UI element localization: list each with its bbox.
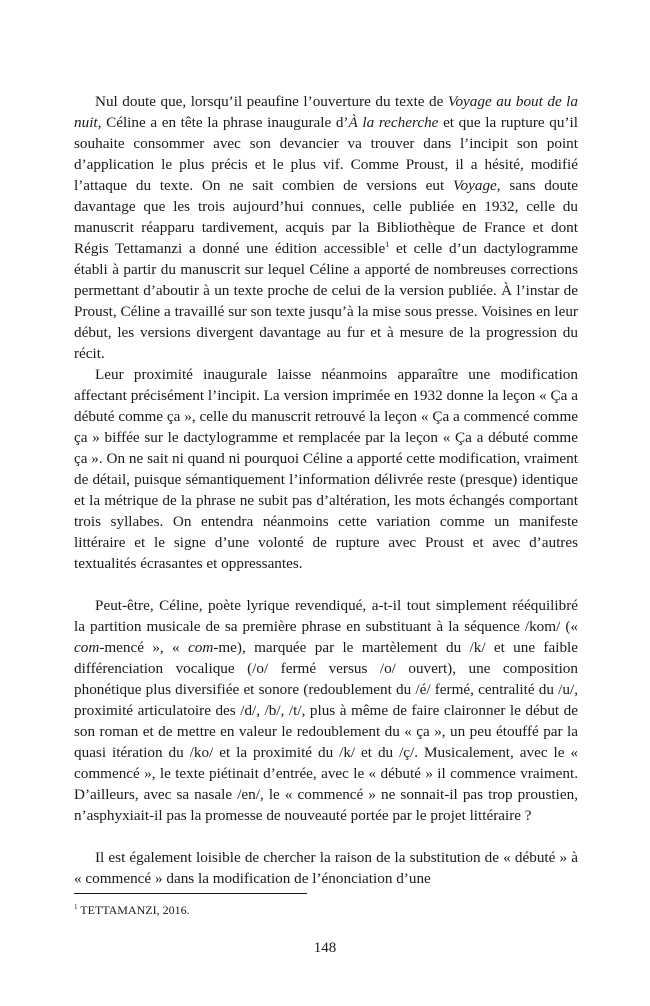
page-number: 148 bbox=[313, 940, 337, 956]
text-run: et celle d’un dactylogramme établi à partir du manuscrit sur lequel Céline a apporté de nombreuses corrections permettant d’aboutir à un texte proche de celui de la version publiée. À l’instar de Proust, Céline a travaillé sur son texte jusqu’à la mise sous presse. Voisines en leur début, les versions divergent davantage au fur et à mesure de la progression du récit. bbox=[74, 240, 578, 362]
italic-run: Voyage au bout de la nuit bbox=[74, 93, 578, 131]
footnote bbox=[74, 902, 190, 918]
paragraph-1 bbox=[74, 91, 578, 364]
italic-run: com bbox=[188, 639, 214, 656]
italic-run: Voyage bbox=[452, 177, 497, 194]
italic-run: À la recherche bbox=[348, 114, 439, 131]
text-run: Il est également loisible de chercher la raison de la substitution de « débuté » à « commencé » dans la modification de l’énonciation d’une bbox=[74, 849, 578, 887]
paragraph-2 bbox=[74, 364, 578, 574]
text-run: Leur proximité inaugurale laisse néanmoins apparaître une modification affectant précisément l’incipit. La version imprimée en 1932 donne la leçon « Ça a débuté comme ça », celle du manuscrit retrouvé la leçon « Ça a commencé comme ça » biffée sur le dactylogramme et remplacée par la leçon « Ça a débuté comme ça ». On ne sait ni quand ni pourquoi Céline a apporté cette modification, vraiment de détail, puisque sémantiquement l’information délivrée reste (presque) identique et la métrique de la phrase ne subit pas d’altération, les mots échangés comportant trois syllabes. On entendra néanmoins cette variation comme un manifeste littéraire et le signe d’une volonté de rupture avec Proust et avec d’autres textualités écrasantes et oppressantes. bbox=[74, 366, 578, 572]
italic-run: com bbox=[74, 639, 100, 656]
paragraph-3 bbox=[74, 595, 578, 826]
page-body bbox=[74, 91, 578, 889]
footnote-text: TETTAMANZI, 2016. bbox=[77, 903, 190, 917]
paragraph-4 bbox=[74, 847, 578, 889]
text-run: -me), marquée par le martèlement du /k/ et une faible différenciation vocalique (/o/ fermé versus /o/ ouvert), une composition phonétique plus diversifiée et sonore (redoublement du /é/ fermé, centralité du /u/, proximité articulatoire des /d/, /b/, /t/, plus à même de faire claironner le début de son roman et de mettre en valeur le redoublement du « ça », un peu étouffé par la quasi itération du /ko/ et la proximité du /k/ et du /ç/. Musicalement, avec le « commencé », le texte piétinait d’entrée, avec le « débuté » il commence vraiment. D’ailleurs, avec sa nasale /en/, le « commencé » ne sonnait-il pas trop proustien, n’asphyxiait-il pas la promesse de nouveauté portée par le projet littéraire ? bbox=[74, 639, 579, 824]
text-run: -mencé », « bbox=[99, 639, 188, 656]
text-run: , Céline a en tête la phrase inaugurale d’ bbox=[97, 114, 349, 131]
text-run: Peut-être, Céline, poète lyrique revendiqué, a-t-il tout simplement rééquilibré la partition musicale de sa première phrase en substituant à la séquence /kom/ (« bbox=[74, 597, 578, 635]
footnote-divider bbox=[74, 893, 307, 894]
text-run: et que la rupture qu’il souhaite consommer avec son devancier va trouver dans l’incipit son point d’application le plus précis et le plus vif. Comme Proust, il a hésité, modifié l’attaque du texte. On ne sait combien de versions eut bbox=[74, 114, 578, 194]
footnote-number: 1 bbox=[74, 903, 78, 911]
text-run: , sans doute davantage que les trois aujourd’hui connues, celle publiée en 1932, celle du manuscrit réapparu tardivement, acquis par la Bibliothèque de France et dont Régis Tettamanzi a donné une édition accessible bbox=[74, 177, 578, 257]
text-run: Nul doute que, lorsqu’il peaufine l’ouverture du texte de bbox=[95, 93, 448, 110]
footnote-reference: 1 bbox=[385, 239, 390, 249]
